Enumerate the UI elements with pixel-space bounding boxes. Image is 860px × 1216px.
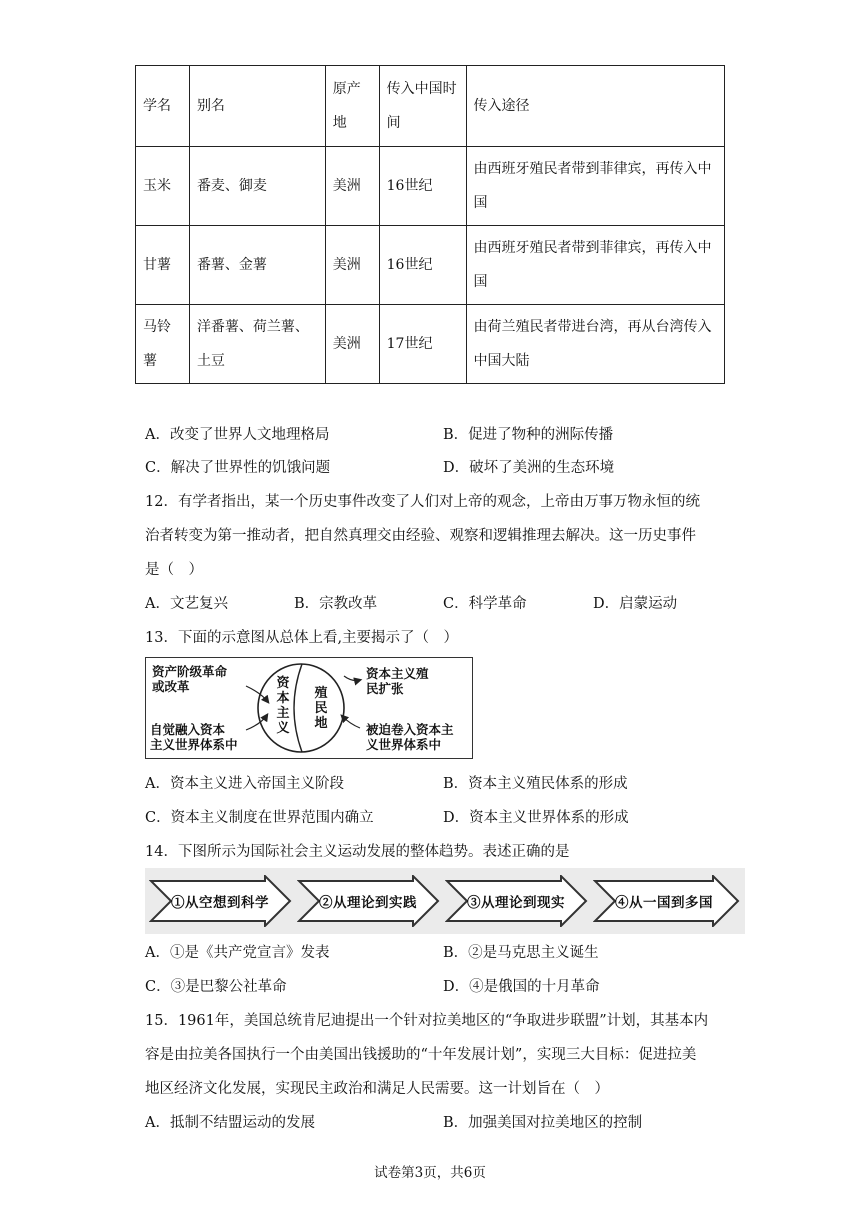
table-cell: 番薯、金薯 [189,226,325,305]
q14-option-d: D．④是俄国的十月革命 [443,979,600,995]
q11-option-d: D．破坏了美洲的生态环境 [443,460,615,476]
q15-stem-line1: 15．1961年，美国总统肯尼迪提出一个针对拉美地区的“争取进步联盟”计划，其基本内 [145,1013,709,1029]
label-colonial-expansion: 资本主义殖 民扩张 [366,666,429,696]
arrow-bottom-right [342,716,360,728]
arrow-top-left [246,686,268,702]
table-cell: 玉米 [136,147,190,226]
table-cell: 16世纪 [379,226,466,305]
table-header-row [136,66,725,147]
arrow-step-1-label: ①从空想到科学 [171,895,269,911]
socialism-trend-arrows [145,868,745,934]
table-cell: 甘薯 [136,226,190,305]
q13-option-b: B．资本主义殖民体系的形成 [443,776,628,792]
arrow-bottom-left [246,715,267,730]
header-cell: 学名 [136,66,190,147]
q14-stem: 14．下图所示为国际社会主义运动发展的整体趋势。表述正确的是 [145,844,570,860]
label-capitalism: 资本主义 [276,676,290,736]
header-cell: 传入途径 [466,66,725,147]
table-cell: 由西班牙殖民者带到菲律宾，再传入中国 [466,147,725,226]
label-colony: 殖民地 [314,686,328,731]
table-cell: 由西班牙殖民者带到菲律宾，再传入中国 [466,226,725,305]
table-cell: 17世纪 [379,305,466,384]
page-footer: 试卷第3页，共6页 [374,1165,486,1181]
divider-curve [294,664,302,752]
table-row [136,305,725,384]
arrow-step-2 [297,875,441,927]
q15-stem-line3: 地区经济文化发展，实现民主政治和满足人民需要。这一计划旨在（ ） [145,1081,609,1097]
table-cell: 美洲 [325,305,379,384]
table-cell: 洋番薯、荷兰薯、土豆 [189,305,325,384]
arrow-step-3 [445,875,589,927]
q12-option-c: C．科学革命 [443,596,527,612]
arrow-top-right [344,676,360,681]
table-cell: 马铃薯 [136,305,190,384]
q15-stem-line2: 容是由拉美各国执行一个由美国出钱援助的“十年发展计划”，实现三大目标：促进拉美 [145,1047,697,1063]
q14-option-a: A．①是《共产党宣言》发表 [145,945,330,961]
q13-option-c: C．资本主义制度在世界范围内确立 [145,810,374,826]
label-bourgeois-revolution: 资产阶级革命 或改革 [152,664,228,694]
capitalism-colony-diagram [145,657,473,759]
q13-option-d: D．资本主义世界体系的形成 [443,810,629,826]
table-cell: 番麦、御麦 [189,147,325,226]
q11-option-c: C．解决了世界性的饥饿问题 [145,460,331,476]
table-row [136,226,725,305]
q13-stem: 13．下面的示意图从总体上看,主要揭示了（ ） [145,630,459,646]
arrow-step-3-label: ③从理论到现实 [467,895,565,911]
table-cell: 美洲 [325,226,379,305]
crop-table [135,65,725,384]
q12-option-a: A．文艺复兴 [145,596,228,612]
arrow-step-2-label: ②从理论到实践 [319,895,417,911]
q12-stem-line2: 治者转变为第一推动者，把自然真理交由经验、观察和逻辑推理去解决。这一历史事件 [145,528,696,544]
arrow-step-1 [149,875,293,927]
header-cell: 原产地 [325,66,379,147]
q15-option-b: B．加强美国对拉美地区的控制 [443,1115,643,1131]
table-cell: 16世纪 [379,147,466,226]
header-cell: 传入中国时间 [379,66,466,147]
q15-option-a: A．抵制不结盟运动的发展 [145,1115,315,1131]
label-voluntary-integration: 自觉融入资本 主义世界体系中 [150,722,238,752]
table-cell: 美洲 [325,147,379,226]
q13-option-a: A．资本主义进入帝国主义阶段 [145,776,344,792]
table-row [136,147,725,226]
q14-option-b: B．②是马克思主义诞生 [443,945,599,961]
q12-option-d: D．启蒙运动 [593,596,678,612]
q12-stem-line3: 是（ ） [145,562,203,578]
q12-stem-line1: 12．有学者指出，某一个历史事件改变了人们对上帝的观念，上帝由万事万物永恒的统 [145,494,700,510]
q12-option-b: B．宗教改革 [294,596,378,612]
label-forced-integration: 被迫卷入资本主 义世界体系中 [366,722,454,752]
arrow-step-4-label: ④从一国到多国 [615,895,713,911]
q11-option-a: A．改变了世界人文地理格局 [145,427,330,443]
core-ellipse [258,664,344,752]
arrow-step-4 [593,875,741,927]
q14-option-c: C．③是巴黎公社革命 [145,979,287,995]
header-cell: 别名 [189,66,325,147]
table-cell: 由荷兰殖民者带进台湾，再从台湾传入中国大陆 [466,305,725,384]
q11-option-b: B．促进了物种的洲际传播 [443,427,614,443]
